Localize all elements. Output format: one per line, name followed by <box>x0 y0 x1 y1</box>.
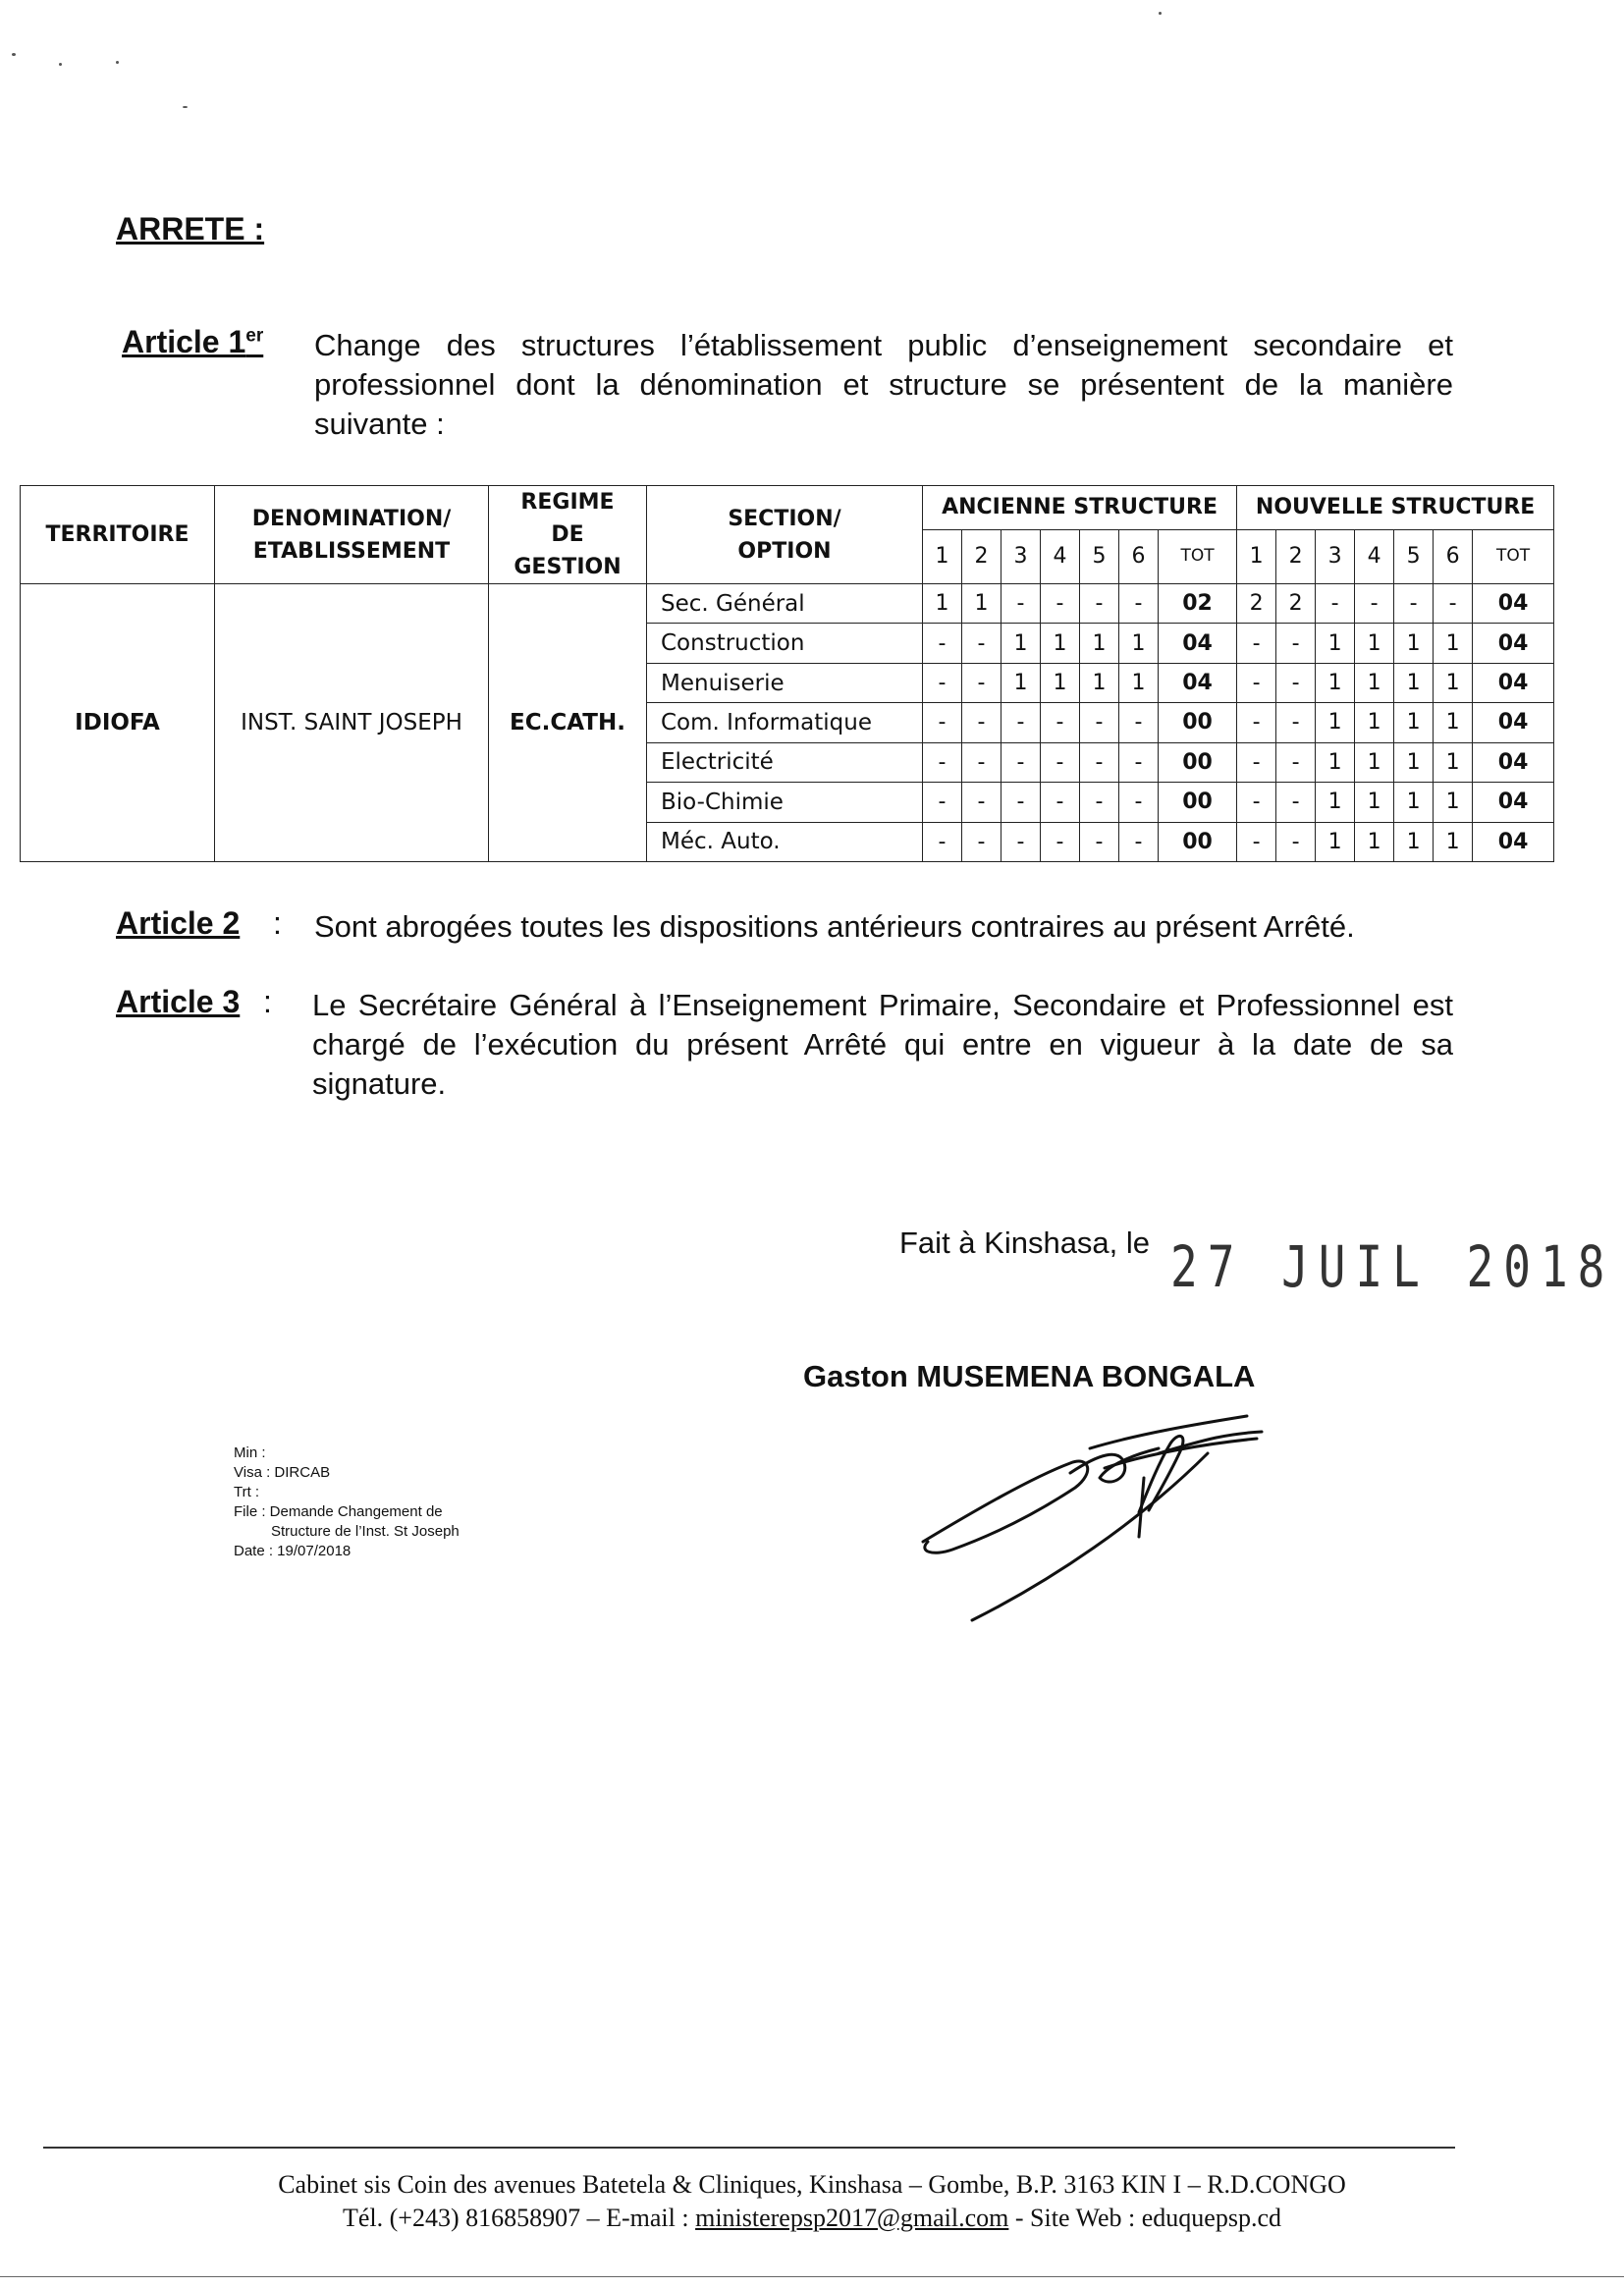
ancienne-total-cell: 04 <box>1159 624 1237 663</box>
nouvelle-level-cell: 1 <box>1355 624 1394 663</box>
ancienne-level-cell: - <box>1041 822 1080 861</box>
table-row <box>21 584 1554 624</box>
nouvelle-level-cell: - <box>1237 624 1276 663</box>
ancienne-total-cell: 02 <box>1159 584 1237 624</box>
nouvelle-level-cell: 1 <box>1394 663 1434 702</box>
nouvelle-level-cell: - <box>1316 584 1355 624</box>
ancienne-total-cell: 00 <box>1159 822 1237 861</box>
nouvelle-level-cell: 1 <box>1316 624 1355 663</box>
ancienne-level-cell: - <box>1041 584 1080 624</box>
article-3-label: Article 3 <box>116 984 241 1019</box>
ancienne-level-cell: 1 <box>1041 624 1080 663</box>
header-nouvelle-level: 2 <box>1276 529 1316 583</box>
header-nouvelle-level: 6 <box>1434 529 1473 583</box>
ancienne-level-cell: - <box>1001 822 1041 861</box>
article-1-text: Change des structures l’établissement public d’enseignement secondaire et professionnel dont la dénomination et structure se présentent de la manière suivante : <box>314 328 1453 441</box>
nouvelle-level-cell: - <box>1237 742 1276 782</box>
nouvelle-level-cell: 1 <box>1355 663 1394 702</box>
ancienne-level-cell: - <box>1119 822 1159 861</box>
article-2-text: Sont abrogées toutes les dispositions antérieurs contraires au présent Arrêté. <box>314 909 1355 944</box>
scan-speck <box>12 53 16 56</box>
nouvelle-level-cell: - <box>1276 742 1316 782</box>
handwritten-signature <box>913 1394 1276 1650</box>
nouvelle-level-cell: 1 <box>1434 663 1473 702</box>
header-ancienne-level: 6 <box>1119 529 1159 583</box>
ancienne-level-cell: 1 <box>1001 663 1041 702</box>
nouvelle-total-cell: 04 <box>1473 783 1554 822</box>
nouvelle-level-cell: 2 <box>1276 584 1316 624</box>
nouvelle-total-cell: 04 <box>1473 822 1554 861</box>
ancienne-level-cell: - <box>1001 584 1041 624</box>
header-regime-line3: GESTION <box>514 555 622 579</box>
article-1-label-main: Article 1 <box>122 324 246 359</box>
ancienne-level-cell: - <box>923 703 962 742</box>
ancienne-level-cell: 1 <box>1080 663 1119 702</box>
memo-trt: Trt : <box>234 1484 260 1500</box>
ancienne-level-cell: - <box>1001 703 1041 742</box>
memo-visa: Visa : DIRCAB <box>234 1464 331 1481</box>
nouvelle-level-cell: 1 <box>1434 822 1473 861</box>
nouvelle-level-cell: - <box>1237 703 1276 742</box>
ancienne-level-cell: - <box>962 624 1001 663</box>
ancienne-level-cell: - <box>1080 822 1119 861</box>
ancienne-level-cell: - <box>962 703 1001 742</box>
header-nouvelle-level: 5 <box>1394 529 1434 583</box>
ancienne-level-cell: - <box>1119 742 1159 782</box>
page-bottom-edge <box>0 2276 1624 2277</box>
nouvelle-level-cell: 1 <box>1355 742 1394 782</box>
header-regime-line2: DE <box>551 522 584 547</box>
signatory-name: Gaston MUSEMENA BONGALA <box>803 1359 1256 1393</box>
territoire-cell: IDIOFA <box>21 584 215 862</box>
nouvelle-level-cell: 1 <box>1316 742 1355 782</box>
ancienne-level-cell: - <box>923 624 962 663</box>
nouvelle-level-cell: - <box>1276 663 1316 702</box>
ancienne-level-cell: - <box>1041 783 1080 822</box>
nouvelle-level-cell: - <box>1276 783 1316 822</box>
scan-speck <box>59 63 62 66</box>
memo-min: Min : <box>234 1444 266 1461</box>
ancienne-level-cell: - <box>923 783 962 822</box>
ancienne-level-cell: 1 <box>1119 624 1159 663</box>
memo-file-continued: Structure de l’Inst. St Joseph <box>271 1523 460 1540</box>
nouvelle-level-cell: - <box>1276 822 1316 861</box>
footer-address: Cabinet sis Coin des avenues Batetela & Cliniques, Kinshasa – Gombe, B.P. 3163 KIN I – R.D.CONGO <box>278 2170 1346 2199</box>
header-nouvelle-tot: TOT <box>1473 529 1554 583</box>
nouvelle-level-cell: 1 <box>1434 742 1473 782</box>
ancienne-total-cell: 04 <box>1159 663 1237 702</box>
ancienne-level-cell: - <box>923 663 962 702</box>
structure-table <box>20 485 1554 862</box>
nouvelle-total-cell: 04 <box>1473 742 1554 782</box>
nouvelle-total-cell: 04 <box>1473 624 1554 663</box>
nouvelle-level-cell: 1 <box>1355 783 1394 822</box>
ancienne-level-cell: - <box>1001 783 1041 822</box>
nouvelle-level-cell: - <box>1276 703 1316 742</box>
nouvelle-level-cell: 2 <box>1237 584 1276 624</box>
nouvelle-level-cell: 1 <box>1316 703 1355 742</box>
header-ancienne-level: 4 <box>1041 529 1080 583</box>
ancienne-level-cell: - <box>1001 742 1041 782</box>
header-ancienne-level: 2 <box>962 529 1001 583</box>
stamped-date: 27 JUIL 2018 <box>1170 1233 1615 1300</box>
scan-speck <box>116 61 119 64</box>
ancienne-level-cell: - <box>1119 584 1159 624</box>
header-section-line1: SECTION/ <box>728 506 841 531</box>
header-territoire: TERRITOIRE <box>21 486 215 584</box>
nouvelle-level-cell: 1 <box>1316 822 1355 861</box>
ancienne-level-cell: - <box>1080 703 1119 742</box>
ancienne-level-cell: - <box>1080 783 1119 822</box>
option-cell: Menuiserie <box>647 663 923 702</box>
header-nouvelle-level: 4 <box>1355 529 1394 583</box>
decree-heading: ARRETE : <box>116 211 265 246</box>
nouvelle-level-cell: 1 <box>1394 703 1434 742</box>
option-cell: Méc. Auto. <box>647 822 923 861</box>
option-cell: Com. Informatique <box>647 703 923 742</box>
header-denomination-line1: DENOMINATION/ <box>251 506 452 531</box>
ancienne-level-cell: 1 <box>923 584 962 624</box>
header-denomination-line2: ETABLISSEMENT <box>252 538 451 564</box>
article-1-label <box>122 324 263 360</box>
nouvelle-level-cell: 1 <box>1394 822 1434 861</box>
ancienne-level-cell: - <box>962 822 1001 861</box>
article-1-label-sup: er <box>245 325 264 347</box>
ancienne-level-cell: - <box>1080 584 1119 624</box>
ancienne-level-cell: - <box>962 663 1001 702</box>
memo-file: File : Demande Changement de <box>234 1503 443 1520</box>
ancienne-total-cell: 00 <box>1159 783 1237 822</box>
article-3-text: Le Secrétaire Général à l’Enseignement Primaire, Secondaire et Professionnel est chargé de l’exécution du présent Arrêté qui entre en vigueur à la date de sa signature. <box>312 988 1453 1101</box>
header-ancienne-level: 1 <box>923 529 962 583</box>
ancienne-level-cell: - <box>1041 742 1080 782</box>
ancienne-level-cell: - <box>1119 783 1159 822</box>
header-regime <box>489 486 647 584</box>
header-section-line2: OPTION <box>737 538 832 564</box>
header-denomination <box>215 486 489 584</box>
footer-email-link[interactable]: ministerepsp2017@gmail.com <box>695 2204 1009 2232</box>
nouvelle-level-cell: - <box>1276 624 1316 663</box>
option-cell: Electricité <box>647 742 923 782</box>
nouvelle-level-cell: - <box>1237 783 1276 822</box>
article-3-colon: : <box>263 984 272 1019</box>
nouvelle-level-cell: 1 <box>1355 822 1394 861</box>
ancienne-level-cell: 1 <box>1119 663 1159 702</box>
header-ancienne-level: 5 <box>1080 529 1119 583</box>
nouvelle-level-cell: - <box>1237 822 1276 861</box>
nouvelle-level-cell: 1 <box>1394 624 1434 663</box>
nouvelle-total-cell: 04 <box>1473 584 1554 624</box>
nouvelle-level-cell: 1 <box>1394 783 1434 822</box>
nouvelle-level-cell: - <box>1355 584 1394 624</box>
regime-cell: EC.CATH. <box>489 584 647 862</box>
header-nouvelle-structure: NOUVELLE STRUCTURE <box>1237 486 1554 530</box>
option-cell: Construction <box>647 624 923 663</box>
nouvelle-level-cell: - <box>1434 584 1473 624</box>
ancienne-total-cell: 00 <box>1159 703 1237 742</box>
nouvelle-level-cell: 1 <box>1355 703 1394 742</box>
footer-phone: Tél. (+243) 816858907 – E-mail : <box>342 2204 696 2232</box>
ancienne-level-cell: - <box>923 742 962 782</box>
nouvelle-total-cell: 04 <box>1473 663 1554 702</box>
nouvelle-level-cell: - <box>1394 584 1434 624</box>
ancienne-level-cell: - <box>1041 703 1080 742</box>
ancienne-level-cell: 1 <box>1001 624 1041 663</box>
ancienne-level-cell: - <box>1080 742 1119 782</box>
footer-divider <box>43 2147 1455 2149</box>
nouvelle-level-cell: 1 <box>1316 783 1355 822</box>
article-2-label: Article 2 <box>116 905 241 941</box>
ancienne-level-cell: 1 <box>1080 624 1119 663</box>
nouvelle-level-cell: 1 <box>1434 783 1473 822</box>
ancienne-level-cell: - <box>962 742 1001 782</box>
nouvelle-level-cell: 1 <box>1316 663 1355 702</box>
ancienne-total-cell: 00 <box>1159 742 1237 782</box>
header-ancienne-tot: TOT <box>1159 529 1237 583</box>
header-regime-line1: REGIME <box>520 490 615 515</box>
nouvelle-level-cell: - <box>1237 663 1276 702</box>
footer-contact <box>0 2204 1624 2233</box>
nouvelle-level-cell: 1 <box>1434 624 1473 663</box>
ancienne-level-cell: - <box>962 783 1001 822</box>
footer-website: - Site Web : eduquepsp.cd <box>1008 2204 1281 2232</box>
place-and-date-label: Fait à Kinshasa, le <box>899 1226 1151 1260</box>
ancienne-level-cell: - <box>1119 703 1159 742</box>
nouvelle-total-cell: 04 <box>1473 703 1554 742</box>
header-ancienne-level: 3 <box>1001 529 1041 583</box>
memo-date: Date : 19/07/2018 <box>234 1543 352 1559</box>
ancienne-level-cell: 1 <box>962 584 1001 624</box>
scan-speck <box>1159 12 1162 15</box>
ancienne-level-cell: 1 <box>1041 663 1080 702</box>
header-section <box>647 486 923 584</box>
nouvelle-level-cell: 1 <box>1434 703 1473 742</box>
header-nouvelle-level: 3 <box>1316 529 1355 583</box>
header-nouvelle-level: 1 <box>1237 529 1276 583</box>
option-cell: Sec. Général <box>647 584 923 624</box>
nouvelle-level-cell: 1 <box>1394 742 1434 782</box>
etablissement-cell: INST. SAINT JOSEPH <box>215 584 489 862</box>
option-cell: Bio-Chimie <box>647 783 923 822</box>
article-2-colon: : <box>273 905 282 941</box>
ancienne-level-cell: - <box>923 822 962 861</box>
scan-speck <box>183 106 188 108</box>
header-ancienne-structure: ANCIENNE STRUCTURE <box>923 486 1237 530</box>
